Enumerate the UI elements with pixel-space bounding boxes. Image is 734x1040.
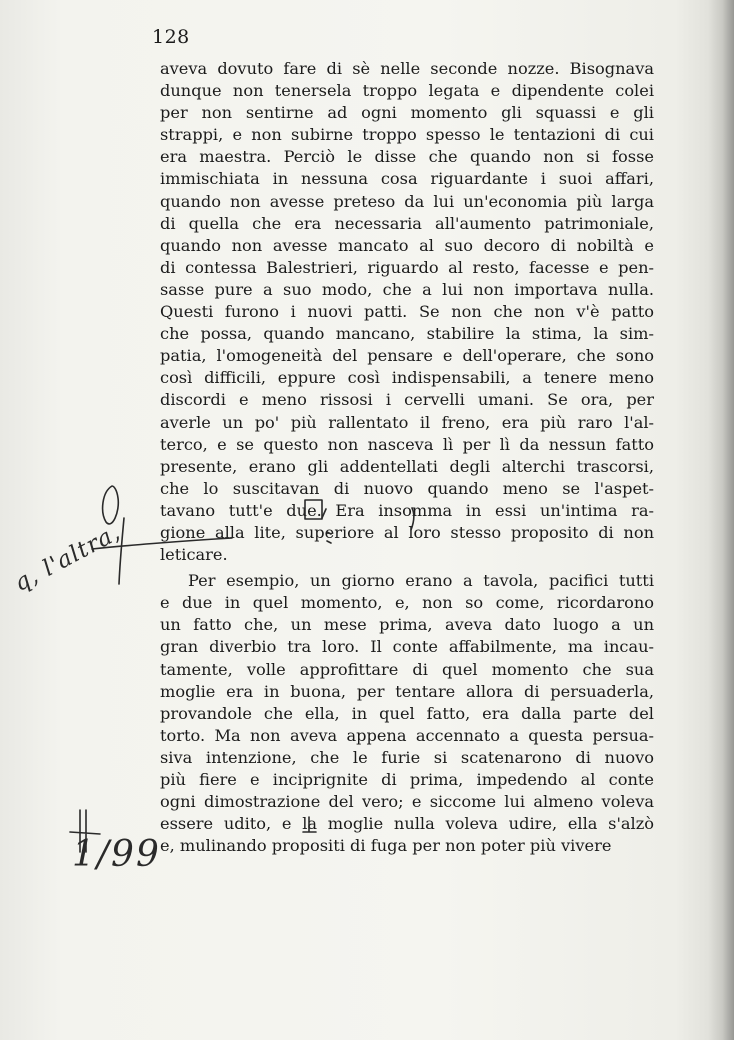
text-line: gran diverbio tra loro. Il conte affabilmente, ma incau- bbox=[160, 637, 654, 657]
handwritten-margin-note: q, l'altra, bbox=[10, 519, 125, 597]
text-line: era maestra. Perciò le disse che quando non si fosse bbox=[160, 147, 654, 167]
text-line: più fiere e inciprignite di prima, impedendo al conte bbox=[160, 770, 654, 789]
text-line: che possa, quando mancano, stabilire la stima, la sim- bbox=[160, 324, 654, 344]
text-line: dunque non tenersela troppo legata e dipendente colei bbox=[160, 81, 654, 101]
text-line: tamente, volle approfittare di quel momento che sua bbox=[160, 659, 654, 679]
text-line: patia, l'omogeneità del pensare e dell'operare, che sono bbox=[160, 346, 654, 366]
page-number: 128 bbox=[152, 26, 190, 48]
text-line: siva intenzione, che le furie si scatenarono di nuovo bbox=[160, 747, 654, 767]
text-line: che lo suscitavan di nuovo quando meno se l'aspet- bbox=[160, 478, 654, 498]
text-line: e, mulinando propositi di fuga per non poter più vivere bbox=[160, 836, 612, 856]
bar-mark bbox=[303, 817, 316, 832]
text-line: gione alla lite, superiore al loro stesso proposito di non bbox=[160, 522, 654, 542]
boxed-letter-mark bbox=[305, 500, 322, 519]
text-line: discordi e meno rissosi i cervelli umani. Se ora, per bbox=[160, 390, 654, 410]
text-line: quando non avesse mancato al suo decoro di nobiltà e bbox=[160, 235, 654, 255]
deletion-loop-mark bbox=[103, 486, 119, 524]
text-line: un fatto che, un mese prima, aveva dato luogo a un bbox=[160, 615, 654, 635]
text-line: averle un po' più rallentato il freno, era più raro l'al- bbox=[160, 412, 654, 432]
text-line: sasse pure a suo modo, che a lui non importava nulla. bbox=[160, 279, 654, 299]
text-line: immischiata in nessuna cosa riguardante i suoi affari, bbox=[160, 169, 654, 189]
text-line: torto. Ma non aveva appena accennato a questa persua- bbox=[160, 725, 654, 745]
text-line: strappi, e non subirne troppo spesso le tentazioni di cui bbox=[160, 125, 654, 145]
bracket-mark bbox=[411, 508, 414, 530]
text-line: così difficili, eppure così indispensabili, a tenere meno bbox=[160, 368, 654, 388]
handwritten-folio-number: 1/99 bbox=[72, 834, 161, 875]
text-line: per non sentirne ad ogni momento gli squassi e gli bbox=[160, 103, 654, 123]
text-line: provandole che ella, in quel fatto, era dalla parte del bbox=[160, 703, 654, 723]
text-line: essere udito, e la moglie nulla voleva udire, ella s'alzò bbox=[160, 814, 654, 834]
text-line: e due in quel momento, e, non so come, ricordarono bbox=[160, 593, 654, 613]
text-line: Questi furono i nuovi patti. Se non che non v'è patto bbox=[160, 302, 654, 322]
text-line: di quella che era necessaria all'aumento patrimoniale, bbox=[160, 213, 654, 233]
text-line: terco, e se questo non nasceva lì per lì da nessun fatto bbox=[160, 434, 654, 454]
text-line: presente, erano gli addentellati degli alterchi trascorsi, bbox=[160, 456, 654, 476]
text-line: moglie era in buona, per tentare allora di persuaderla, bbox=[160, 681, 654, 701]
text-line: Per esempio, un giorno erano a tavola, pacifici tutti bbox=[188, 571, 654, 591]
text-line: leticare. bbox=[160, 545, 228, 565]
text-line: ogni dimostrazione del vero; e siccome lui almeno voleva bbox=[160, 792, 654, 812]
text-line: di contessa Balestrieri, riguardo al resto, facesse e pen- bbox=[160, 257, 654, 277]
colon-mark bbox=[327, 532, 331, 543]
text-line: aveva dovuto fare di sè nelle seconde nozze. Bisognava bbox=[160, 59, 654, 78]
insertion-cross-mark bbox=[119, 518, 124, 584]
text-line: quando non avesse preteso da lui un'economia più larga bbox=[160, 191, 654, 211]
text-line: tavano tutt'e due. Era insomma in essi un'intima ra- bbox=[160, 500, 654, 520]
